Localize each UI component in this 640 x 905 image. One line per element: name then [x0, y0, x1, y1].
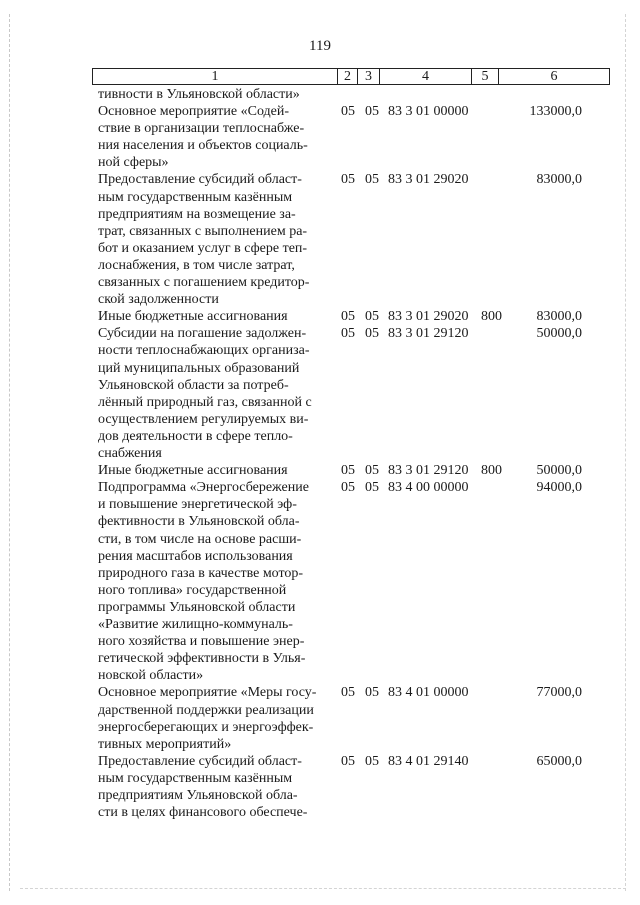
- description-line: сти, в том числе на основе расши-: [98, 531, 302, 547]
- cell-c5: 800: [481, 463, 502, 479]
- row-description: [98, 325, 334, 462]
- row-description: [98, 308, 334, 325]
- table-row: [0, 308, 640, 325]
- cell-c5: 800: [481, 309, 502, 325]
- description-line: тивных мероприятий»: [98, 736, 232, 752]
- description-line: Ульяновской области за потреб-: [98, 377, 289, 393]
- cell-c2: 05: [341, 309, 355, 325]
- cell-c4: 83 3 01 29120: [388, 463, 469, 479]
- cell-c2: 05: [341, 463, 355, 479]
- cell-c6: 83000,0: [536, 309, 582, 325]
- cell-c4: 83 4 00 00000: [388, 480, 469, 496]
- description-line: «Развитие жилищно-коммуналь-: [98, 617, 293, 633]
- description-line: ного топлива» государственной: [98, 582, 287, 598]
- cell-c3: 05: [365, 685, 379, 701]
- description-line: Иные бюджетные ассигнования: [98, 309, 288, 325]
- cell-c6: 133000,0: [529, 104, 582, 120]
- description-line: программы Ульяновской области: [98, 599, 296, 615]
- description-line: связанных с погашением кредитор-: [98, 275, 310, 291]
- description-line: Предоставление субсидий област-: [98, 753, 302, 769]
- row-description: [98, 753, 334, 821]
- cell-c6: 65000,0: [536, 753, 582, 769]
- header-col-5: 5: [472, 69, 499, 84]
- table-row: [0, 325, 640, 462]
- description-line: сти в целях финансового обеспече-: [98, 805, 308, 821]
- header-col-2: 2: [338, 69, 358, 84]
- table-row: [0, 479, 640, 684]
- description-line: природного газа в качестве мотор-: [98, 565, 304, 581]
- description-line: бот и оказанием услуг в сфере теп-: [98, 240, 308, 256]
- description-line: гетической эффективности в Улья-: [98, 651, 306, 667]
- description-line: рения масштабов использования: [98, 548, 293, 564]
- description-line: Предоставление субсидий област-: [98, 172, 302, 188]
- description-line: ности теплоснабжающих организа-: [98, 343, 310, 359]
- description-line: предприятиям Ульяновской обла-: [98, 788, 298, 804]
- table-row: [0, 753, 640, 821]
- table-row: [0, 171, 640, 308]
- cell-c4: 83 4 01 29140: [388, 753, 469, 769]
- cell-c6: 83000,0: [536, 172, 582, 188]
- cell-c4: 83 3 01 29020: [388, 172, 469, 188]
- description-line: новской области»: [98, 668, 204, 684]
- cell-c3: 05: [365, 753, 379, 769]
- cell-c2: 05: [341, 326, 355, 342]
- cell-c6: 50000,0: [536, 326, 582, 342]
- description-line: ной сферы»: [98, 155, 169, 171]
- cell-c4: 83 3 01 29120: [388, 326, 469, 342]
- description-line: тивности в Ульяновской области»: [98, 87, 300, 102]
- cell-c6: 77000,0: [536, 685, 582, 701]
- description-line: фективности в Ульяновской обла-: [98, 514, 300, 530]
- cell-c4: 83 4 01 00000: [388, 685, 469, 701]
- row-description: [98, 462, 334, 479]
- description-line: трат, связанных с выполнением ра-: [98, 223, 308, 239]
- description-line: ным государственным казённым: [98, 770, 293, 786]
- cell-c3: 05: [365, 326, 379, 342]
- description-line: лоснабжения, в том числе затрат,: [98, 257, 295, 273]
- description-line: Субсидии на погашение задолжен-: [98, 326, 307, 342]
- table-row: [0, 103, 640, 171]
- row-description: [98, 103, 334, 171]
- description-line: ций муниципальных образований: [98, 360, 300, 376]
- cell-c3: 05: [365, 104, 379, 120]
- cell-c6: 50000,0: [536, 463, 582, 479]
- description-line: предприятиям на возмещение за-: [98, 206, 296, 222]
- description-line: Иные бюджетные ассигнования: [98, 463, 288, 479]
- description-line: лённый природный газ, связанной с: [98, 394, 312, 410]
- table-row: [0, 462, 640, 479]
- description-line: снабжения: [98, 446, 162, 462]
- description-line: Основное мероприятие «Меры госу-: [98, 685, 317, 701]
- table-body: [0, 86, 640, 821]
- description-line: ния населения и объектов социаль-: [98, 138, 308, 154]
- cell-c3: 05: [365, 309, 379, 325]
- description-line: дов деятельности в сфере тепло-: [98, 428, 293, 444]
- header-col-4: 4: [380, 69, 472, 84]
- row-description: [98, 684, 334, 752]
- table-row: [0, 86, 640, 103]
- cell-c2: 05: [341, 480, 355, 496]
- description-line: Основное мероприятие «Содей-: [98, 104, 290, 120]
- cell-c6: 94000,0: [536, 480, 582, 496]
- description-line: дарственной поддержки реализации: [98, 702, 314, 718]
- description-line: осуществлением регулируемых ви-: [98, 411, 309, 427]
- cell-c3: 05: [365, 463, 379, 479]
- description-line: и повышение энергетической эф-: [98, 497, 297, 513]
- header-col-1: 1: [93, 69, 338, 84]
- page-number: 119: [309, 38, 331, 54]
- description-line: ного хозяйства и повышение энер-: [98, 634, 305, 650]
- table-header: [92, 68, 610, 85]
- table-row: [0, 684, 640, 752]
- description-line: ской задолженности: [98, 292, 219, 308]
- cell-c2: 05: [341, 172, 355, 188]
- cell-c2: 05: [341, 753, 355, 769]
- description-line: ным государственным казённым: [98, 189, 293, 205]
- cell-c4: 83 3 01 29020: [388, 309, 469, 325]
- cell-c3: 05: [365, 480, 379, 496]
- description-line: Подпрограмма «Энергосбережение: [98, 480, 309, 496]
- row-description: [98, 479, 334, 684]
- row-description: [98, 171, 334, 308]
- cell-c2: 05: [341, 685, 355, 701]
- header-col-3: 3: [358, 69, 380, 84]
- scan-border-bottom: [20, 888, 626, 889]
- cell-c4: 83 3 01 00000: [388, 104, 469, 120]
- row-description: [98, 86, 334, 103]
- header-col-6: 6: [550, 69, 558, 84]
- description-line: ствие в организации теплоснабже-: [98, 121, 305, 137]
- cell-c2: 05: [341, 104, 355, 120]
- cell-c3: 05: [365, 172, 379, 188]
- description-line: энергосберегающих и энергоэффек-: [98, 719, 314, 735]
